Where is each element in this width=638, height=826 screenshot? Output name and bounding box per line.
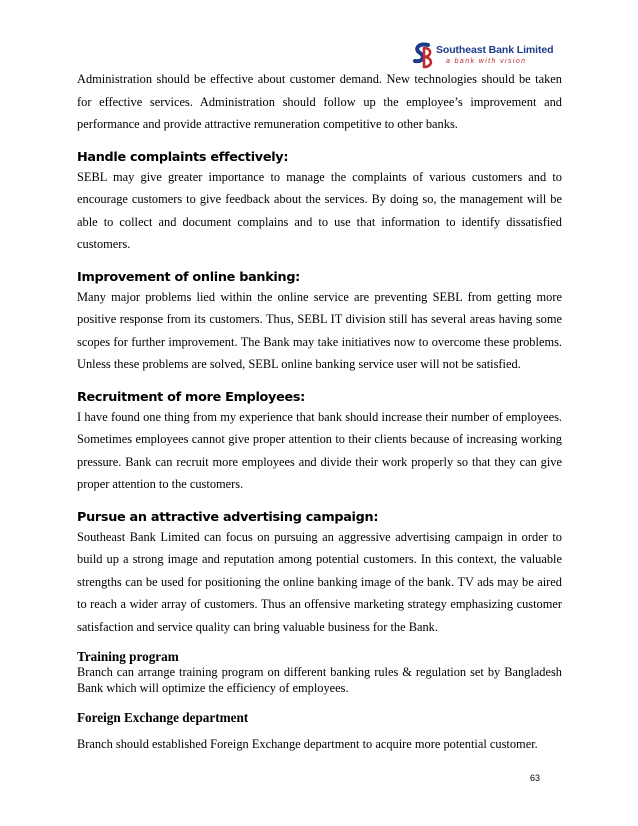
section-body-advertising: Southeast Bank Limited can focus on pursuing an aggressive advertising campaign in order to build up a strong image and reputation among potential customers. In this context, the valuable strengths can be used for positioning the online banking image of the bank. TV ads may be aired to reach a wider array of customers. Thus an offensive marketing strategy emphasizing customer satisfaction and service quality can bring valuable business for the Bank.: [77, 529, 562, 634]
section-heading-recruitment: Recruitment of more Employees:: [77, 389, 305, 405]
bank-logo-tagline: a bank with vision: [446, 58, 527, 65]
page-number: 63: [530, 773, 541, 783]
intro-paragraph: Administration should be effective about customer demand. New technologies should be taken for effective services. Administration should follow up the employee’s improvement and performance and provide attractive remuneration competitive to other banks.: [77, 72, 562, 131]
section-body-foreign-exchange: Branch should established Foreign Exchange department to acquire more potential customer.: [77, 737, 538, 751]
section-heading-complaints: Handle complaints effectively:: [77, 149, 289, 165]
section-body-training: Branch can arrange training program on different banking rules & regulation set by Bangladesh Bank which will optimize the efficiency of employees.: [77, 665, 562, 695]
bank-logo-mark-icon: [412, 42, 434, 70]
document-content: [77, 68, 562, 756]
section-heading-training: Training program: [77, 649, 179, 664]
section-body-complaints: SEBL may give greater importance to manage the complaints of various customers and to encourage customers to give feedback about the services. By doing so, the management will be able to collect and document complains and to use that information to identify dissatisfied customers.: [77, 169, 562, 251]
section-body-recruitment: I have found one thing from my experience that bank should increase their number of employees. Sometimes employees cannot give proper attention to their clients because of increasing working pressure. Bank can recruit more employees and divide their work properly so that they can give proper attention to the customers.: [77, 409, 562, 491]
section-heading-advertising: Pursue an attractive advertising campaign:: [77, 509, 379, 525]
section-heading-foreign-exchange: Foreign Exchange department: [77, 710, 249, 725]
bank-logo-name: Southeast Bank Limited: [436, 44, 554, 56]
section-body-online-banking: Many major problems lied within the online service are preventing SEBL from getting more positive response from its customers. Thus, SEBL IT division still has several areas having some scopes for further improvement. The Bank may take initiatives now to overcome these problems. Unless these problems are solved, SEBL online banking service user will not be satisfied.: [77, 289, 562, 371]
section-heading-online-banking: Improvement of online banking:: [77, 269, 301, 285]
